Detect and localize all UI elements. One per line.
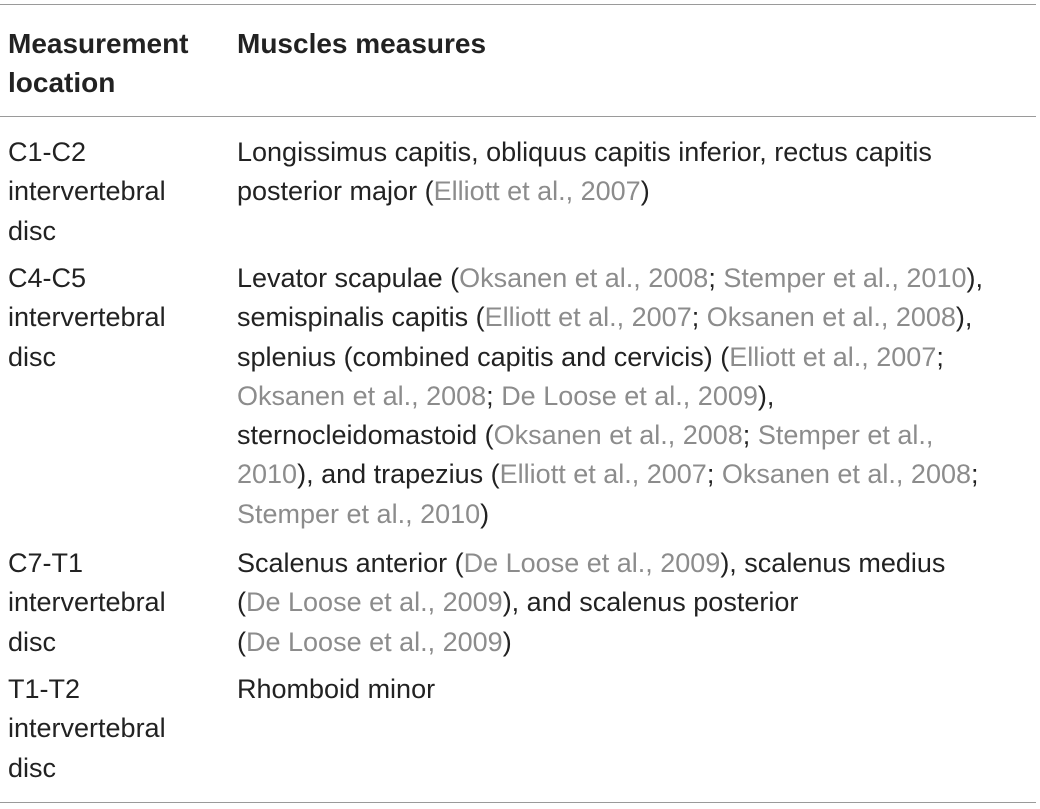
muscles-text: Scalenus anterior (: [237, 548, 464, 578]
row-muscles-cell: [237, 670, 1037, 709]
muscles-text: ;: [936, 341, 944, 372]
muscles-text: ;: [742, 420, 758, 451]
row-location-cell: [8, 259, 228, 377]
location-line: intervertebral: [8, 176, 166, 207]
citation-link[interactable]: Elliott et al., 2007: [484, 302, 692, 333]
muscles-line: [237, 623, 1037, 662]
muscles-text: Longissimus capitis, obliquus capitis inferior, rectus capitis: [237, 137, 932, 167]
muscles-text: ): [480, 498, 490, 529]
citation-link[interactable]: Elliott et al., 2007: [499, 459, 707, 490]
location-line: C4-C5: [8, 263, 87, 293]
location-line: disc: [8, 341, 57, 372]
muscles-line: [237, 338, 1037, 377]
muscles-text: Rhomboid minor: [237, 674, 436, 704]
row-muscles-cell: [237, 259, 1037, 534]
muscles-line: [237, 133, 1037, 172]
muscles-text: ;: [691, 302, 707, 333]
muscles-line: [237, 259, 1037, 298]
muscles-line: [237, 455, 1037, 494]
muscles-text: ;: [706, 459, 722, 490]
citation-link[interactable]: Stemper et al.,: [757, 420, 934, 451]
row-muscles-cell: [237, 133, 1037, 212]
muscles-line: [237, 670, 1037, 709]
location-line: disc: [8, 626, 57, 657]
muscles-text: posterior major (: [237, 176, 434, 207]
citation-link[interactable]: De Loose et al., 2009: [246, 626, 503, 657]
muscles-text: splenius (combined capitis and cervicis) (: [237, 341, 730, 372]
citation-link[interactable]: Elliott et al., 2007: [729, 341, 937, 372]
muscles-line: [237, 172, 1037, 211]
citation-link[interactable]: Oksanen et al., 2008: [493, 420, 743, 451]
muscles-text: ),: [757, 380, 775, 411]
location-line: disc: [8, 215, 57, 246]
muscles-text: ),: [966, 263, 983, 293]
location-line: intervertebral: [8, 302, 166, 333]
muscles-line: [237, 495, 1037, 534]
citation-link[interactable]: Elliott et al., 2007: [433, 176, 641, 207]
citation-link[interactable]: Oksanen et al., 2008: [721, 459, 971, 490]
muscles-line: [237, 298, 1037, 337]
row-location-cell: [8, 133, 228, 251]
row-muscles-cell: [237, 544, 1037, 662]
muscles-text: Levator scapulae (: [237, 263, 460, 293]
location-line: intervertebral: [8, 713, 166, 744]
location-line: C7-T1: [8, 548, 84, 578]
header-location-line-2: location: [8, 67, 116, 98]
muscles-text: (: [237, 626, 246, 657]
muscles-text: (: [237, 587, 246, 618]
muscles-line: [237, 583, 1037, 622]
citation-link[interactable]: De Loose et al., 2009: [463, 548, 721, 578]
muscles-text: ), and trapezius (: [297, 459, 500, 490]
muscles-text: ;: [486, 380, 502, 411]
muscles-text: ): [640, 176, 650, 207]
muscles-text: ), scalenus medius: [720, 548, 946, 578]
citation-link[interactable]: Stemper et al., 2010: [237, 498, 481, 529]
citation-link[interactable]: Oksanen et al., 2008: [706, 302, 956, 333]
header-measurement-location: [8, 24, 228, 102]
table-header-rule: [0, 116, 1036, 117]
citation-link[interactable]: 2010: [237, 459, 298, 490]
muscles-text: ), and scalenus posterior: [502, 587, 799, 618]
muscles-line: [237, 544, 1037, 583]
header-muscles-measures: Muscles measures: [237, 28, 487, 59]
muscles-text: ;: [971, 459, 979, 490]
citation-link[interactable]: Oksanen et al., 2008: [237, 380, 487, 411]
row-location-cell: [8, 544, 228, 662]
location-line: intervertebral: [8, 587, 166, 618]
citation-link[interactable]: De Loose et al., 2009: [246, 587, 503, 618]
location-line: C1-C2: [8, 137, 87, 167]
table-top-rule: [0, 4, 1036, 5]
citation-link[interactable]: De Loose et al., 2009: [501, 380, 758, 411]
muscles-line: [237, 416, 1037, 455]
location-line: disc: [8, 752, 57, 783]
table-bottom-rule: [0, 802, 1036, 803]
muscles-text: semispinalis capitis (: [237, 302, 485, 333]
muscles-text: ;: [708, 263, 724, 293]
location-line: T1-T2: [8, 674, 81, 704]
citation-link[interactable]: Oksanen et al., 2008: [459, 263, 709, 293]
header-location-line-1: Measurement: [8, 28, 189, 59]
row-location-cell: [8, 670, 228, 788]
citation-link[interactable]: Stemper et al., 2010: [723, 263, 967, 293]
muscles-text: ): [502, 626, 512, 657]
muscles-line: [237, 377, 1037, 416]
muscles-text: sternocleidomastoid (: [237, 420, 494, 451]
muscles-text: ),: [955, 302, 973, 333]
